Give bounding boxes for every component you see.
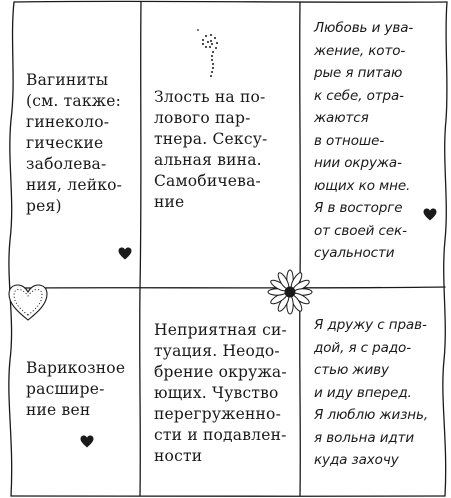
text-line: гические xyxy=(26,134,104,152)
cell-cause-varicose xyxy=(154,320,298,467)
text-line: тнера. Сексу- xyxy=(154,130,268,148)
text-line: рея) xyxy=(26,197,62,215)
cell-affirmation-varicose xyxy=(314,314,446,472)
outline-heart-icon xyxy=(6,282,50,324)
text-line: лового пар- xyxy=(154,109,251,127)
text-line: и иду вперед. xyxy=(314,384,412,401)
heart-icon xyxy=(80,435,94,448)
text-line: Я люблю жизнь, xyxy=(314,407,429,423)
heart-icon xyxy=(423,208,437,221)
text-line: к себе, отра- xyxy=(314,87,404,104)
cell-affirmation-vaginitis xyxy=(314,17,444,265)
text-line: заболева- xyxy=(26,155,107,173)
text-line: куда захочу xyxy=(314,452,399,468)
text-line: Я дружу с прав- xyxy=(314,317,427,333)
flower-icon xyxy=(266,268,314,316)
text-line: туация. Неодо- xyxy=(154,342,280,360)
text-line: ние xyxy=(154,193,185,211)
text-line: Вагиниты xyxy=(26,71,109,89)
text-line: от своей сек- xyxy=(314,222,407,239)
text-line: суальности xyxy=(314,245,395,261)
cell-condition-varicose xyxy=(26,358,138,421)
text-line: Варикозное xyxy=(26,359,126,377)
text-line: ющих. Чувство xyxy=(154,384,279,402)
text-line: Любовь и ува- xyxy=(314,20,414,36)
text-line: я вольна идти xyxy=(314,429,415,446)
text-line: жаются xyxy=(314,110,369,126)
text-line: брение окружа- xyxy=(154,363,287,381)
text-line: перегруженно- xyxy=(154,405,282,423)
text-line: стью живу xyxy=(314,362,389,378)
heart-icon xyxy=(118,247,132,260)
text-line: альная вина. xyxy=(154,151,262,169)
cell-condition-vaginitis xyxy=(26,70,136,217)
text-line: (см. также: xyxy=(26,92,121,110)
text-line: нии окружа- xyxy=(314,155,402,171)
text-line: Я в восторге xyxy=(314,200,403,216)
text-line: ние вен xyxy=(26,401,91,419)
text-line: Злость на по- xyxy=(154,88,266,106)
text-line: расшире- xyxy=(26,380,105,398)
text-line: ния, лейко- xyxy=(26,176,123,194)
text-line: рые я питаю xyxy=(314,65,403,81)
cell-cause-vaginitis xyxy=(154,87,296,213)
text-line: сти и подавлен- xyxy=(154,426,287,444)
spiral-icon xyxy=(188,24,228,78)
text-line: дой, я с радо- xyxy=(314,339,411,356)
text-line: гинеколо- xyxy=(26,113,110,131)
text-line: ности xyxy=(154,447,203,465)
text-line: жение, кото- xyxy=(314,42,406,59)
text-line: в отноше- xyxy=(314,132,385,149)
text-line: Самобичева- xyxy=(154,172,261,190)
text-line: ющих ко мне. xyxy=(314,177,411,194)
text-line: Неприятная си- xyxy=(154,321,287,339)
